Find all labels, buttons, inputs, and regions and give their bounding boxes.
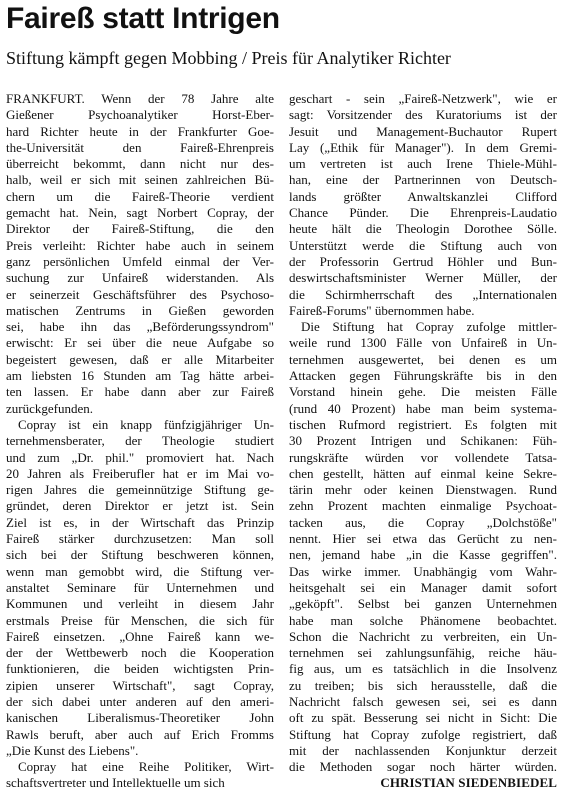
text-line: sagt: Vorsitzender des Kuratoriums ist der — [289, 107, 557, 123]
text-line: Stiftung hat Copray zufolge registriert, daß — [289, 726, 557, 742]
text-line: the-Universität den Faireß-Ehrenpreis — [6, 139, 274, 155]
text-line: sei, habe ihn das „Beförderungssyndrom" — [6, 319, 274, 335]
text-line: han, eine der Partnerinnen von Deutsch- — [289, 172, 557, 188]
text-line: zurückgefunden. — [6, 400, 93, 416]
text-line: „Die Kunst des Liebens". — [6, 742, 139, 758]
text-line: „geköpft". Selbst bei ganzen Unternehmen — [289, 596, 557, 612]
text-line: der sich dabei unter anderen auf den ameri- — [6, 693, 274, 709]
text-line: Unterstützt werde die Stiftung auch von — [289, 237, 557, 253]
text-line: geschart - sein „Faireß-Netzwerk", wie er — [289, 91, 557, 106]
author-byline: CHRISTIAN SIEDENBIEDEL — [380, 775, 557, 791]
text-line: chen gestellt, hätten auf einmal keine Sekre- — [289, 465, 557, 481]
text-line: ten lassen. Er habe dann aber zur Faireß — [6, 384, 274, 400]
text-line: Schon die Nachricht zu verbreiten, ein Un- — [289, 628, 557, 644]
text-line: der der Wettbewerb noch die Kooperation — [6, 645, 274, 661]
text-line: gründet, deren Direktor er jetzt ist. Sein — [6, 498, 274, 514]
text-line: chern um die Faireß-Theorie verdient — [6, 188, 274, 204]
text-line: schaftsvertreter und Intellektuelle um sich — [6, 775, 225, 791]
text-line: oft zu spät. Besserung sei nicht in Sicht: Die — [289, 710, 557, 726]
text-line: anstaltet Seminare für Unternehmen und — [6, 579, 274, 595]
text-line: tacken aus, die Copray „Dolchstöße" — [289, 514, 557, 530]
text-line: heute hält die Theologin Dorothee Sölle. — [289, 221, 557, 237]
text-line: Kommunen und verleiht in diesem Jahr — [6, 596, 274, 612]
text-line: FRANKFURT. Wenn der 78 Jahre alte — [6, 91, 274, 106]
text-line: fig aus, um es tatsächlich in die Insolvenz — [289, 661, 557, 677]
text-line: Attacken gegen Führungskräfte bis in den — [289, 368, 557, 384]
text-line: heitsgehalt sei ein Manager damit sofort — [289, 579, 557, 595]
text-line: kanischen Liberalismus-Theoretiker John — [6, 710, 274, 726]
headline: Faireß statt Intrigen — [6, 2, 280, 35]
text-line: 20 Jahren als Freiberufler hat er im Mai vo- — [6, 465, 274, 481]
article-column-right — [289, 91, 557, 792]
text-line: 30 Prozent Intrigen und Schikanen: Füh- — [289, 433, 557, 449]
text-line: halb, weil er sich mit seinen zahlreichen Bü- — [6, 172, 274, 188]
text-line: nennt. Hier sei etwa das Gerücht zu nen- — [289, 531, 557, 547]
text-line: rungskräfte würden vor vollendete Tatsa- — [289, 449, 557, 465]
text-line: am liebsten 16 Stunden am Tag hätte arbei- — [6, 368, 274, 384]
text-line: Ziel ist es, in der Wirtschaft das Prinzip — [6, 514, 274, 530]
text-line: Copray hat eine Reihe Politiker, Wirt- — [18, 759, 274, 775]
text-line: weile rund 1300 Fälle von Unfaireß in Un- — [289, 335, 557, 351]
text-line: ganz persönlichen Umfeld einmal der Ver- — [6, 253, 274, 269]
text-line: um vertreten ist auch Irene Thiele-Mühl- — [289, 156, 557, 172]
text-line: Lay („Ethik für Manager"). In dem Gremi- — [289, 139, 557, 155]
text-line: Gießener Psychoanalytiker Horst-Eber- — [6, 107, 274, 123]
text-line: sich bei der Stiftung beschweren können, — [6, 547, 274, 563]
text-line: und zum „Dr. phil." promoviert hat. Nach — [6, 449, 274, 465]
text-line: begeistert gewesen, daß er alle Mitarbeiter — [6, 351, 274, 367]
text-line: zehn Prozent machten einmalige Psychoat- — [289, 498, 557, 514]
text-line: suchung zur Unfaireß widerstanden. Als — [6, 270, 274, 286]
text-line: überreicht bekommt, dann nicht nur des- — [6, 156, 274, 172]
text-line: die Methoden sogar noch härter würden. — [289, 759, 557, 775]
text-line: zipien unserer Wirtschaft", sagt Copray, — [6, 677, 274, 693]
text-line: die Schirmherrschaft des „Internationalen — [289, 286, 557, 302]
text-line: der Professorin Gertrud Höhler und Bun- — [289, 253, 557, 269]
text-line: rigen Jahres die gemeinnützige Stiftung ge- — [6, 482, 274, 498]
text-line: Faireß einsetzen. „Ohne Faireß kann we- — [6, 628, 274, 644]
text-line: Vorstand hinein gehe. Die meisten Fälle — [289, 384, 557, 400]
text-line: ternehmen sei zahlungsunfähig, reiche häu- — [289, 645, 557, 661]
text-line: er seinerzeit Geschäftsführer des Psychoso- — [6, 286, 274, 302]
text-line: wenn man gemobbt wird, die Stiftung ver- — [6, 563, 274, 579]
text-line: gemacht hat. Nein, sagt Norbert Copray, der — [6, 205, 274, 221]
text-line: nen, jemand habe „in die Kasse gegriffen". — [289, 547, 557, 563]
text-line: lands größter Anwaltskanzlei Clifford — [289, 188, 557, 204]
text-line: zu treiben; bis sich herausstelle, daß die — [289, 677, 557, 693]
text-line: habe man solche Phänomene beobachtet. — [289, 612, 557, 628]
text-line: erstmals Preise für Menschen, die sich für — [6, 612, 274, 628]
text-line: Jesuit und Management-Buchautor Rupert — [289, 123, 557, 139]
text-line: hard Richter heute in der Frankfurter Goe- — [6, 123, 274, 139]
text-line: tärin mehr oder keinen Dienstwagen. Rund — [289, 482, 557, 498]
text-line: Copray ist ein knapp fünfzigjähriger Un- — [18, 416, 274, 432]
text-line: Das wirke immer. Unabhängig vom Wahr- — [289, 563, 557, 579]
text-line: Faireß-Forums" übernommen habe. — [289, 302, 475, 318]
text-line: ternehmensberater, der Theologie studiert — [6, 433, 274, 449]
text-line: deswirtschaftsminister Werner Müller, der — [289, 270, 557, 286]
text-line: (rund 40 Prozent) habe man beim systema- — [289, 400, 557, 416]
text-line: funktionieren, die beiden wichtigsten Prin- — [6, 661, 274, 677]
text-line: tischen Rufmord registriert. Es folgten mit — [289, 416, 557, 432]
text-line: Nachricht falsch gewesen sei, sei es dann — [289, 693, 557, 709]
text-line: mit der nachlassenden Konjunktur derzeit — [289, 742, 557, 758]
text-line: Direktor der Faireß-Stiftung, die den — [6, 221, 274, 237]
article-column-left — [6, 91, 274, 792]
text-line: Faireß stärker durchzusetzen: Man soll — [6, 531, 274, 547]
text-line: erwischt: Er sei über die neue Aufgabe so — [6, 335, 274, 351]
text-line: ternehmen ausgewertet, bei denen es um — [289, 351, 557, 367]
text-line: Rawls beruft, aber auch auf Erich Fromms — [6, 726, 274, 742]
text-line: Preis verleiht: Richter habe auch in seinem — [6, 237, 274, 253]
text-line: matischen Zentrums in Gießen geworden — [6, 302, 274, 318]
text-line: Die Stiftung hat Copray zufolge mittler- — [301, 319, 557, 335]
subheadline: Stiftung kämpft gegen Mobbing / Preis für Analytiker Richter — [6, 48, 451, 68]
text-line: Chance Pünder. Die Ehrenpreis-Laudatio — [289, 205, 557, 221]
